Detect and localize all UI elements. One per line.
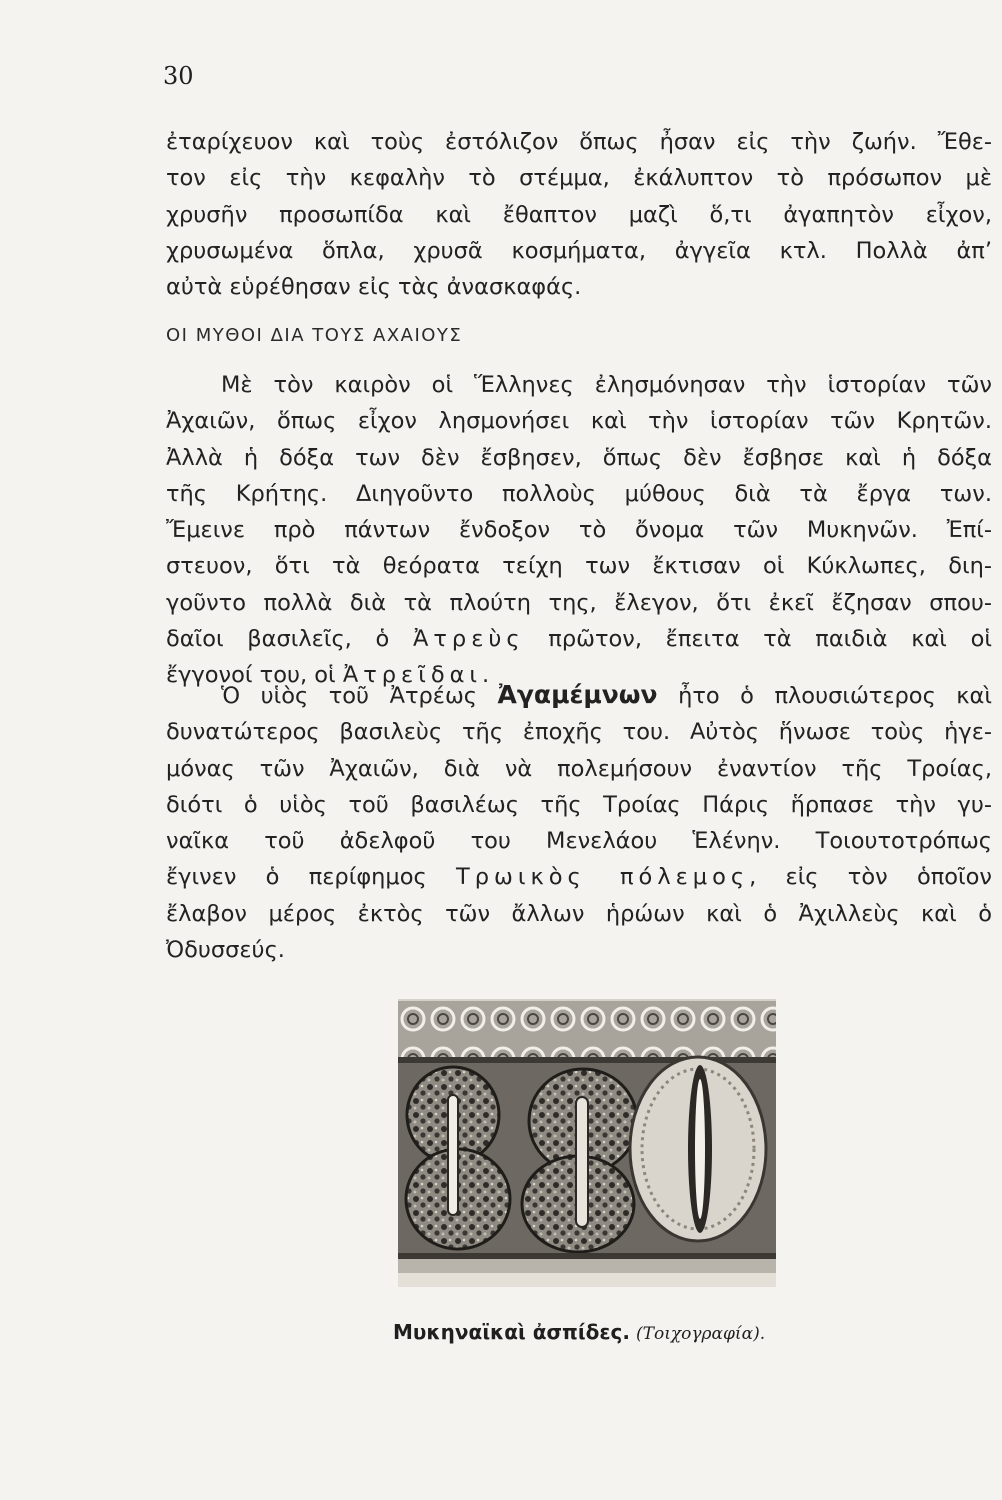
- lower-edge: [398, 1273, 776, 1287]
- text-fragment: ἔγινεν ὁ περίφημος: [166, 864, 457, 891]
- paragraph-myths: [166, 367, 992, 694]
- text-line: Μὲ τὸν καιρὸν οἱ Ἕλληνες ἐλησμόνησαν τὴν ἱστορίαν τῶν: [221, 372, 992, 398]
- text-line: στευον, ὅτι τὰ θεόρατα τείχη των ἔκτισαν οἱ Κύκλωπες, διη-: [166, 553, 992, 580]
- caption-title: Μυκηναϊκαὶ ἀσπίδες.: [393, 1320, 630, 1344]
- text-line: Ἔμεινε πρὸ πάντων ἔνδοξον τὸ ὄνομα τῶν Μυκηνῶν. Ἐπί-: [166, 517, 992, 544]
- text-fragment: ἦτο ὁ πλουσιώτερος καὶ: [657, 683, 992, 709]
- name-atreus: Ἀτρεὺς: [412, 626, 525, 653]
- text-line: τον εἰς τὴν κεφαλὴν τὸ στέμμα, ἐκάλυπτον τὸ πρόσωπον μὲ: [166, 165, 992, 192]
- figure-eight-shield-3: [630, 1057, 766, 1241]
- page-number: 30: [163, 62, 194, 90]
- text-line: ἐταρίχευον καὶ τοὺς ἐστόλιζον ὅπως ἦσαν εἰς τὴν ζωήν. Ἔθε-: [166, 129, 992, 155]
- text-line: διότι ὁ υἱὸς τοῦ βασιλέως τῆς Τροίας Πάρις ἥρπασε τὴν γυ-: [166, 791, 992, 818]
- text-line: [166, 621, 992, 657]
- text-line: χρυσωμένα ὅπλα, χρυσᾶ κοσμήματα, ἀγγεῖα κτλ. Πολλὰ ἀπ’: [166, 237, 992, 264]
- name-atreidai: Ἀτρεῖδαι: [342, 662, 483, 689]
- text-line: αὐτὰ εὑρέθησαν εἰς τὰς ἀνασκαφάς.: [166, 274, 582, 301]
- name-trojan-war: Τρωικὸς πόλεμος: [456, 864, 750, 891]
- text-fragment: δαῖοι βασιλεῖς, ὁ: [166, 626, 413, 653]
- fresco-illustration: [398, 999, 776, 1287]
- caption-note: (Τοιχογραφία).: [635, 1324, 766, 1344]
- text-line: Ἀλλὰ ἡ δόξα των δὲν ἔσβησεν, ὅπως δὲν ἔσβησε καὶ ἡ δόξα: [166, 444, 992, 471]
- text-line: [166, 859, 992, 895]
- text-line: χρυσῆν προσωπίδα καὶ ἔθαπτον μαζὶ ὅ,τι ἀγαπητὸν εἶχον,: [166, 201, 992, 228]
- text-fragment: πρῶτον, ἔπειτα τὰ παιδιὰ καὶ οἱ: [524, 626, 992, 653]
- spiral-frieze-band: [398, 1001, 776, 1057]
- name-agamemnon: Ἀγαμέμνων: [497, 680, 658, 709]
- text-line: Ὀδυσσεύς.: [166, 937, 285, 964]
- text-line: γοῦντο πολλὰ διὰ τὰ πλούτη της, ἔλεγον, ὅτι ἐκεῖ ἔζησαν σπου-: [166, 589, 992, 616]
- text-fragment: , εἰς τὸν ὁποῖον: [749, 864, 992, 891]
- text-line: δυνατώτερος βασιλεὺς τῆς ἐποχῆς του. Αὐτὸς ἥνωσε τοὺς ἡγε-: [166, 719, 992, 746]
- text-line: ναῖκα τοῦ ἀδελφοῦ του Μενελάου Ἑλένην. Τοιουτοτρόπως: [166, 828, 992, 855]
- lower-band: [398, 1259, 776, 1273]
- text-line: [166, 677, 992, 714]
- paragraph-burial-customs: [166, 124, 992, 305]
- paragraph-agamemnon: [166, 677, 992, 968]
- text-line: τῆς Κρήτης. Διηγοῦντο πολλοὺς μύθους διὰ τὰ ἔργα των.: [166, 480, 992, 507]
- text-line: μόνας τῶν Ἀχαιῶν, διὰ νὰ πολεμήσουν ἐναντίον τῆς Τροίας,: [166, 755, 992, 782]
- section-heading: ΟΙ ΜΥΘΟΙ ΔΙΑ ΤΟΥΣ ΑΧΑΙΟΥΣ: [166, 325, 463, 346]
- fresco-image-mycenaean-shields: [398, 999, 776, 1287]
- text-line: Ἀχαιῶν, ὅπως εἶχον λησμονήσει καὶ τὴν ἱστορίαν τῶν Κρητῶν.: [166, 408, 992, 435]
- figure-caption: [393, 1320, 765, 1344]
- text-fragment: .: [482, 662, 490, 689]
- text-fragment: ἔγγονοί του, οἱ: [166, 662, 343, 689]
- lower-border: [398, 1253, 776, 1259]
- text-fragment: Ὁ υἱὸς τοῦ Ἀτρέως: [221, 683, 498, 709]
- text-line: ἔλαβον μέρος ἐκτὸς τῶν ἄλλων ἡρώων καὶ ὁ Ἀχιλλεὺς καὶ ὁ: [166, 900, 992, 927]
